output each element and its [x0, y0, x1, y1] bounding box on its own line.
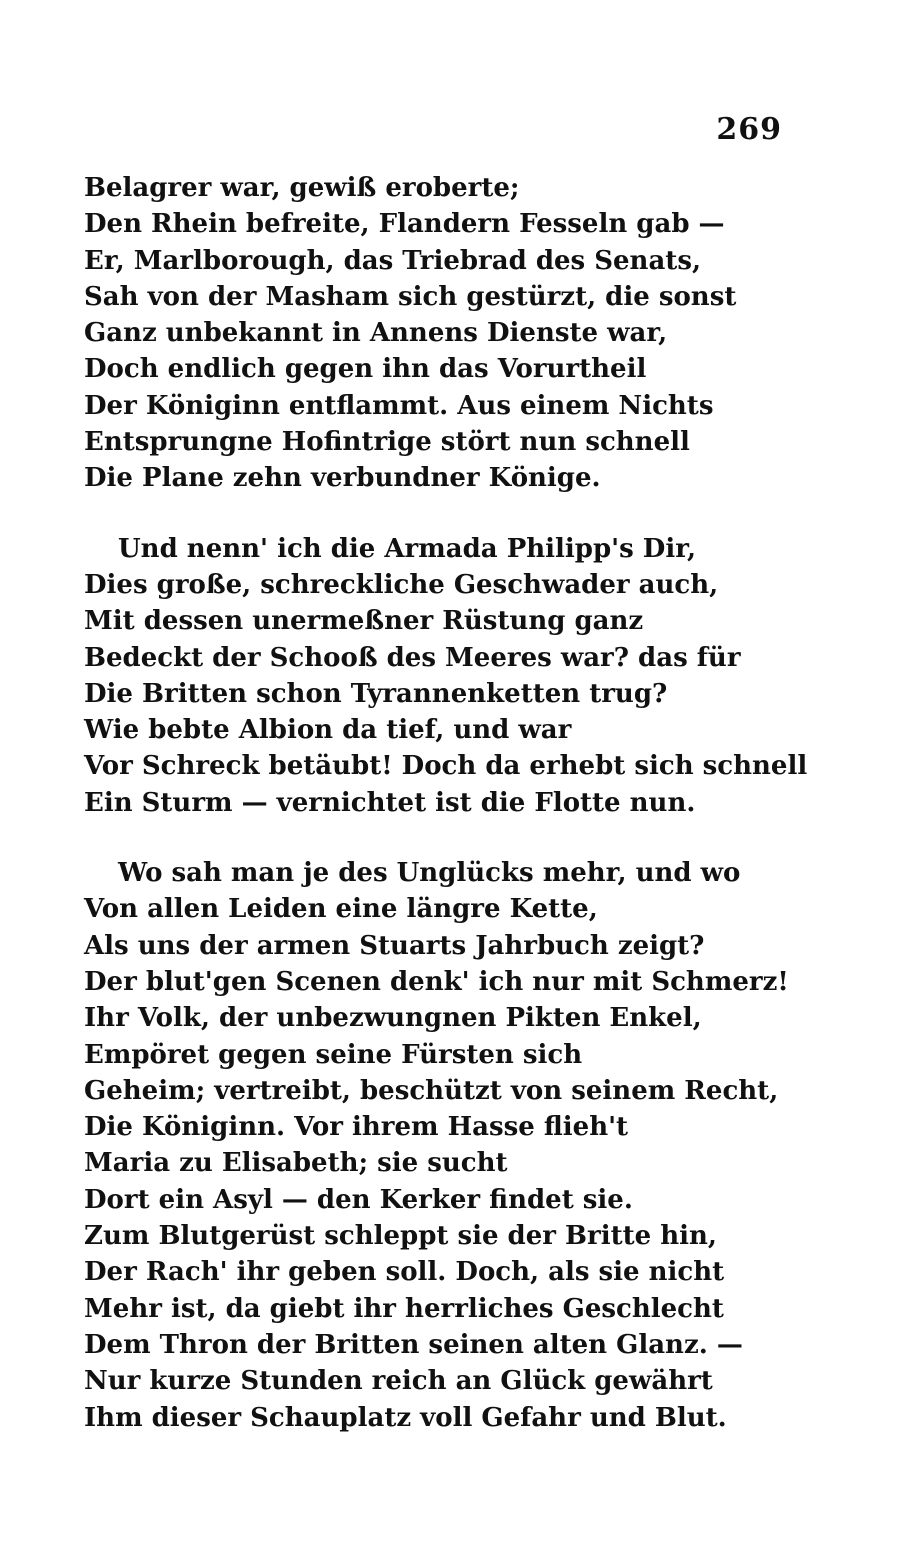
stanza-1	[84, 170, 764, 497]
verse-line: Sah von der Masham sich gestürzt, die sonst	[84, 281, 737, 312]
verse-line: Und nenn' ich die Armada Philipp's Dir,	[118, 533, 697, 564]
verse-line: Zum Blutgerüst schleppt sie der Britte hin,	[84, 1221, 717, 1252]
verse-line: Dem Thron der Britten seinen alten Glanz. —	[84, 1329, 743, 1360]
verse-line: Der Rach' ihr geben soll. Doch, als sie nicht	[84, 1257, 725, 1288]
verse-line: Dort ein Asyl — den Kerker findet sie.	[84, 1184, 633, 1215]
poem-text	[84, 170, 808, 1436]
verse-line: Bedeckt der Schooß des Meeres war? das für	[84, 642, 741, 673]
verse-line: Vor Schreck betäubt! Doch da erhebt sich schnell	[84, 751, 808, 782]
verse-line: Geheim; vertreibt, beschützt von seinem Recht,	[84, 1075, 779, 1106]
verse-line: Der Königinn entflammt. Aus einem Nichts	[84, 390, 714, 421]
verse-line: Die Britten schon Tyrannenketten trug?	[84, 678, 668, 709]
verse-line: Ihr Volk, der unbezwungnen Pikten Enkel,	[84, 1003, 702, 1034]
verse-line: Ihm dieser Schauplatz voll Gefahr und Blut.	[84, 1402, 727, 1433]
verse-line: Der blut'gen Scenen denk' ich nur mit Schmerz!	[84, 966, 789, 997]
verse-line: Ganz unbekannt in Annens Dienste war,	[84, 318, 668, 349]
stanza-2	[84, 531, 808, 821]
verse-line: Ein Sturm — vernichtet ist die Flotte nun.	[84, 787, 696, 818]
verse-line: Als uns der armen Stuarts Jahrbuch zeigt?	[84, 930, 705, 961]
verse-line: Die Königinn. Vor ihrem Hasse flieh't	[84, 1112, 629, 1143]
verse-line: Wo sah man je des Unglücks mehr, und wo	[118, 858, 741, 889]
verse-line: Empöret gegen seine Fürsten sich	[84, 1039, 583, 1070]
verse-line: Mehr ist, da giebt ihr herrliches Geschlecht	[84, 1293, 724, 1324]
verse-line: Von allen Leiden eine längre Kette,	[84, 894, 598, 925]
verse-line: Doch endlich gegen ihn das Vorurtheil	[84, 354, 647, 385]
verse-line: Dies große, schreckliche Geschwader auch,	[84, 569, 719, 600]
stanza-3	[84, 855, 789, 1436]
verse-line: Er, Marlborough, das Triebrad des Senats,	[84, 245, 702, 276]
verse-line: Entsprungne Hofintrige stört nun schnell	[84, 427, 690, 458]
verse-line: Mit dessen unermeßner Rüstung ganz	[84, 606, 644, 637]
verse-line: Den Rhein befreite, Flandern Fesseln gab —	[84, 209, 725, 240]
verse-line: Belagrer war, gewiß eroberte;	[84, 173, 520, 203]
verse-line: Wie bebte Albion da tief, und war	[84, 715, 572, 746]
verse-line: Die Plane zehn verbundner Könige.	[84, 463, 601, 494]
verse-line: Nur kurze Stunden reich an Glück gewährt	[84, 1366, 713, 1397]
verse-line: Maria zu Elisabeth; sie sucht	[84, 1148, 508, 1179]
page-number: 269	[716, 112, 782, 147]
